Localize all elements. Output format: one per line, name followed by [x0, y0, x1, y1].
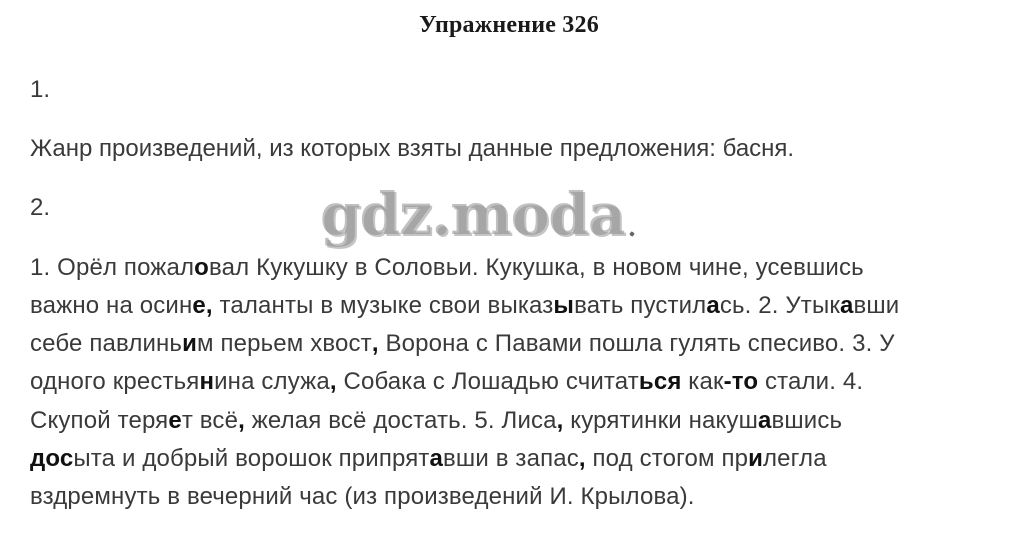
text-segment: желая всё достать. 5. Лиса: [244, 407, 557, 434]
text-segment: как: [681, 368, 724, 395]
highlighted-letter: а: [840, 292, 854, 319]
text-segment: легла: [763, 445, 827, 472]
text-segment: стали. 4.: [758, 368, 864, 395]
text-segment: ыта и добрый ворошок припрят: [73, 445, 430, 472]
text-segment: вать пустил: [574, 292, 707, 319]
sentence-line-2: [30, 290, 899, 322]
text-segment: вши в запас: [443, 445, 579, 472]
highlighted-letter: дос: [30, 445, 74, 472]
highlighted-letter: и: [182, 330, 197, 357]
sentence-line-3: [30, 328, 895, 360]
text-segment: таланты в музыке свои выказ: [212, 292, 554, 319]
text-segment: Собака с Лошадью считат: [336, 368, 639, 395]
highlighted-letter: ы: [553, 292, 575, 319]
text-segment: себе павлинь: [30, 330, 183, 357]
text-segment: Скупой теря: [30, 407, 169, 434]
text-segment: одного крестья: [30, 368, 200, 395]
exercise-title: Упражнение 326: [419, 12, 599, 38]
highlighted-letter: ься: [638, 368, 682, 395]
highlighted-letter: ,: [371, 330, 379, 357]
sentence-line-4: [30, 366, 863, 398]
text-segment: важно на осин: [30, 292, 193, 319]
sentence-line-6: [30, 443, 827, 475]
sentence-line-1: [30, 252, 864, 284]
text-segment: вшись: [771, 407, 843, 434]
highlighted-letter: ,: [578, 445, 586, 472]
text-segment: вал Кукушку в Соловьи. Кукушка, в новом чине, усевшись: [208, 254, 864, 281]
sentence-line-7: [30, 481, 695, 513]
text-segment: вши: [853, 292, 900, 319]
highlighted-letter: и: [748, 445, 764, 472]
highlighted-letter: о: [194, 254, 209, 281]
highlighted-letter: ,: [556, 407, 564, 434]
item-number-2: 2.: [30, 194, 51, 221]
item-number-1: 1.: [30, 76, 51, 103]
watermark-logo: gdz.moda: [320, 180, 625, 248]
highlighted-letter: -то: [723, 368, 759, 395]
text-segment: 1. Орёл пожал: [30, 254, 195, 281]
sentence-line-5: [30, 405, 842, 437]
text-segment: курятинки накуш: [563, 407, 758, 434]
genre-answer: Жанр произведений, из которых взяты данные предложения: басня.: [30, 135, 795, 162]
text-segment: вздремнуть в вечерний час (из произведений И. Крылова).: [30, 483, 695, 510]
highlighted-letter: а: [757, 407, 772, 434]
text-segment: т всё: [181, 407, 239, 434]
highlighted-letter: а: [706, 292, 720, 319]
highlighted-letter: е,: [192, 292, 213, 319]
highlighted-letter: ,: [238, 407, 245, 434]
highlighted-letter: а: [429, 445, 444, 472]
text-segment: ина служа: [214, 368, 330, 395]
highlighted-letter: е: [168, 407, 182, 434]
text-segment: под стогом пр: [585, 445, 749, 472]
text-segment: Ворона с Павами пошла гулять спесиво. 3. У: [378, 330, 895, 357]
text-segment: сь. 2. Утык: [719, 292, 840, 319]
highlighted-letter: н: [199, 368, 215, 395]
scan-speck: [629, 231, 635, 237]
highlighted-letter: ,: [329, 368, 337, 395]
text-segment: м перьем хвост: [197, 330, 372, 357]
